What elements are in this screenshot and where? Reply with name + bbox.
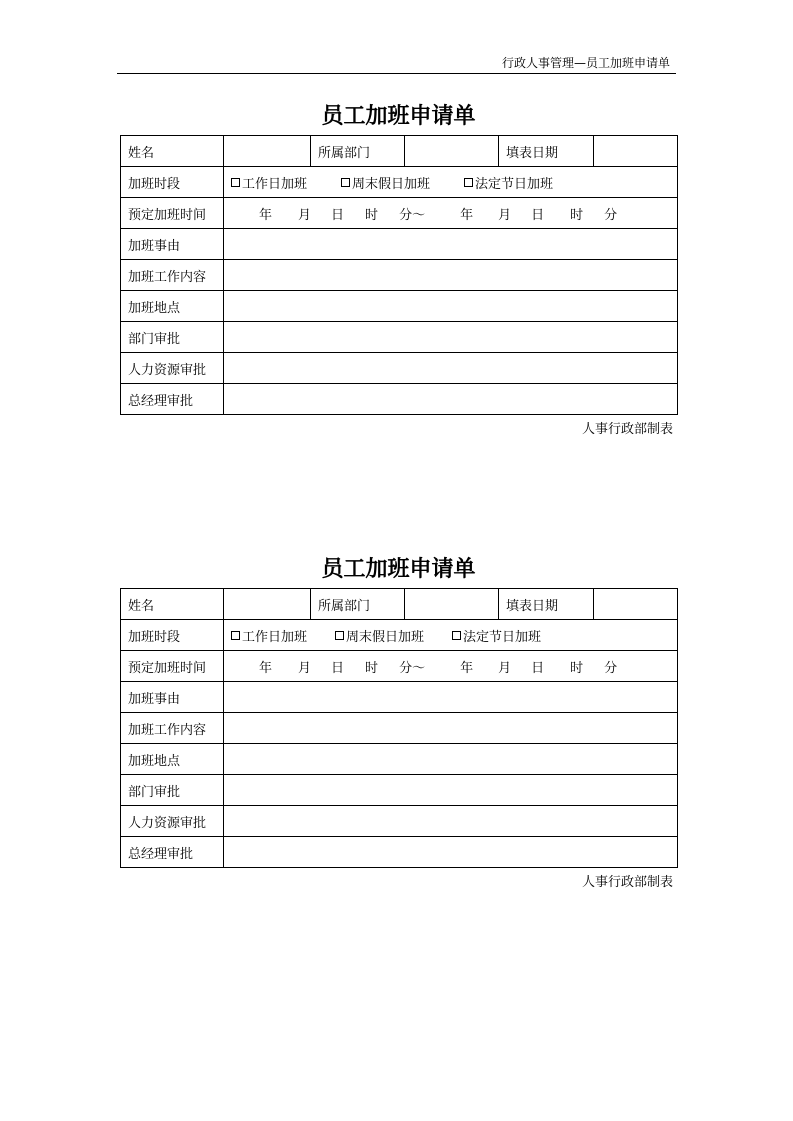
- end-year-unit: 年: [460, 207, 474, 223]
- form-footer: 人事行政部制表: [581, 875, 673, 890]
- row-location: [121, 744, 678, 775]
- row-work-content: [121, 260, 678, 291]
- location-label: 加班地点: [121, 744, 224, 775]
- checkbox-box-icon[interactable]: [452, 631, 461, 640]
- start-hour-unit: 时: [365, 660, 379, 676]
- row-scheduled-time: [121, 198, 678, 229]
- row-location: [121, 291, 678, 322]
- start-month-unit: 月: [298, 660, 312, 676]
- row-gm-approval: [121, 837, 678, 868]
- checkbox-weekday[interactable]: [231, 173, 307, 192]
- form-title: 员工加班申请单: [321, 557, 476, 582]
- checkbox-weekday[interactable]: [231, 626, 307, 645]
- form-table: [120, 588, 678, 868]
- end-day-unit: 日: [531, 207, 545, 223]
- name-field[interactable]: [224, 589, 311, 620]
- checkbox-label: 周末假日加班: [352, 176, 431, 192]
- row-dept-approval: [121, 775, 678, 806]
- department-label: 所属部门: [311, 589, 405, 620]
- name-label: 姓名: [121, 136, 224, 167]
- fill-date-label: 填表日期: [499, 136, 594, 167]
- department-field[interactable]: [405, 589, 499, 620]
- checkbox-label: 法定节日加班: [475, 176, 554, 192]
- end-hour-unit: 时: [570, 660, 584, 676]
- form-title: 员工加班申请单: [321, 104, 476, 129]
- start-day-unit: 日: [331, 660, 345, 676]
- reason-label: 加班事由: [121, 682, 224, 713]
- scheduled-time-field[interactable]: [224, 651, 678, 682]
- hr-approval-label: 人力资源审批: [121, 806, 224, 837]
- start-month-unit: 月: [298, 207, 312, 223]
- checkbox-box-icon[interactable]: [231, 631, 240, 640]
- work-content-field[interactable]: [224, 260, 678, 291]
- end-hour-unit: 时: [570, 207, 584, 223]
- start-minute-unit: 分～: [399, 207, 426, 223]
- overtime-period-options: [224, 167, 678, 198]
- reason-field[interactable]: [224, 682, 678, 713]
- work-content-field[interactable]: [224, 713, 678, 744]
- row-basic-info: [121, 589, 678, 620]
- hr-approval-field[interactable]: [224, 353, 678, 384]
- overtime-form-2: [120, 552, 677, 898]
- checkbox-weekend[interactable]: [335, 626, 424, 645]
- form-footer: 人事行政部制表: [581, 422, 673, 437]
- dept-approval-field[interactable]: [224, 775, 678, 806]
- gm-approval-label: 总经理审批: [121, 384, 224, 415]
- location-label: 加班地点: [121, 291, 224, 322]
- fill-date-label: 填表日期: [499, 589, 594, 620]
- overtime-period-label: 加班时段: [121, 620, 224, 651]
- form-table: [120, 135, 678, 415]
- work-content-label: 加班工作内容: [121, 260, 224, 291]
- overtime-period-options: [224, 620, 678, 651]
- dept-approval-label: 部门审批: [121, 322, 224, 353]
- fill-date-field[interactable]: [594, 589, 678, 620]
- row-hr-approval: [121, 806, 678, 837]
- fill-date-field[interactable]: [594, 136, 678, 167]
- end-year-unit: 年: [460, 660, 474, 676]
- checkbox-holiday[interactable]: [464, 173, 553, 192]
- checkbox-weekend[interactable]: [341, 173, 430, 192]
- checkbox-box-icon[interactable]: [341, 178, 350, 187]
- reason-label: 加班事由: [121, 229, 224, 260]
- hr-approval-field[interactable]: [224, 806, 678, 837]
- header-rule: [117, 73, 676, 74]
- overtime-period-label: 加班时段: [121, 167, 224, 198]
- checkbox-box-icon[interactable]: [231, 178, 240, 187]
- gm-approval-label: 总经理审批: [121, 837, 224, 868]
- work-content-label: 加班工作内容: [121, 713, 224, 744]
- end-minute-unit: 分: [604, 207, 618, 223]
- checkbox-box-icon[interactable]: [464, 178, 473, 187]
- end-minute-unit: 分: [604, 660, 618, 676]
- row-scheduled-time: [121, 651, 678, 682]
- checkbox-label: 法定节日加班: [463, 629, 542, 645]
- row-overtime-period: [121, 620, 678, 651]
- start-year-unit: 年: [259, 207, 273, 223]
- start-day-unit: 日: [331, 207, 345, 223]
- row-work-content: [121, 713, 678, 744]
- department-label: 所属部门: [311, 136, 405, 167]
- checkbox-label: 工作日加班: [242, 176, 308, 192]
- start-hour-unit: 时: [365, 207, 379, 223]
- checkbox-label: 周末假日加班: [346, 629, 425, 645]
- end-day-unit: 日: [531, 660, 545, 676]
- location-field[interactable]: [224, 744, 678, 775]
- scheduled-time-label: 预定加班时间: [121, 198, 224, 229]
- gm-approval-field[interactable]: [224, 384, 678, 415]
- row-reason: [121, 229, 678, 260]
- checkbox-holiday[interactable]: [452, 626, 541, 645]
- overtime-form-1: [120, 99, 677, 445]
- dept-approval-label: 部门审批: [121, 775, 224, 806]
- dept-approval-field[interactable]: [224, 322, 678, 353]
- row-basic-info: [121, 136, 678, 167]
- start-minute-unit: 分～: [399, 660, 426, 676]
- row-reason: [121, 682, 678, 713]
- row-dept-approval: [121, 322, 678, 353]
- end-month-unit: 月: [498, 207, 512, 223]
- row-gm-approval: [121, 384, 678, 415]
- gm-approval-field[interactable]: [224, 837, 678, 868]
- scheduled-time-label: 预定加班时间: [121, 651, 224, 682]
- name-field[interactable]: [224, 136, 311, 167]
- row-hr-approval: [121, 353, 678, 384]
- name-label: 姓名: [121, 589, 224, 620]
- page-header: 行政人事管理—员工加班申请单: [501, 56, 670, 70]
- checkbox-box-icon[interactable]: [335, 631, 344, 640]
- location-field[interactable]: [224, 291, 678, 322]
- scheduled-time-field[interactable]: [224, 198, 678, 229]
- row-overtime-period: [121, 167, 678, 198]
- end-month-unit: 月: [498, 660, 512, 676]
- reason-field[interactable]: [224, 229, 678, 260]
- checkbox-label: 工作日加班: [242, 629, 308, 645]
- hr-approval-label: 人力资源审批: [121, 353, 224, 384]
- start-year-unit: 年: [259, 660, 273, 676]
- department-field[interactable]: [405, 136, 499, 167]
